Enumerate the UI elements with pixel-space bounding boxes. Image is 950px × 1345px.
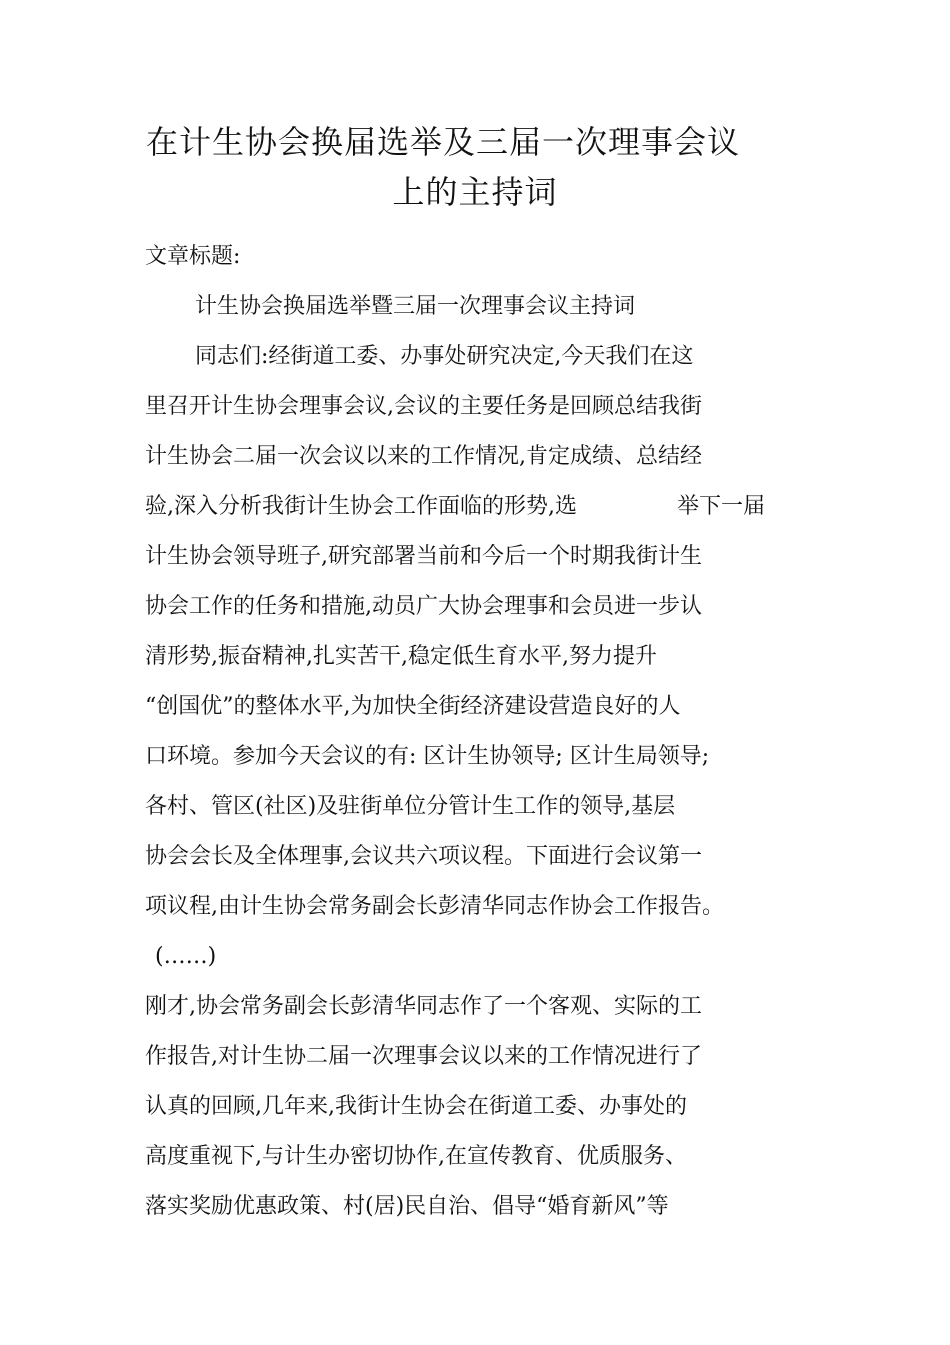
body-line: 项议程,由计生协会常务副会长彭清华同志作协会工作报告。 xyxy=(145,894,724,919)
article-label: 文章标题: xyxy=(145,244,241,269)
ellipsis-note: (……) xyxy=(155,944,217,969)
document-title-line-1: 在计生协会换届选举及三届一次理事会议 xyxy=(145,123,740,161)
body-line: 作报告,对计生协二届一次理事会议以来的工作情况进行了 xyxy=(145,1044,702,1069)
body-line: “创国优”的整体水平,为加快全街经济建设营造良好的人 xyxy=(145,694,681,719)
body-line: 各村、管区(社区)及驻街单位分管计生工作的领导,基层 xyxy=(145,794,676,819)
body-line: 清形势,振奋精神,扎实苦干,稳定低生育水平,努力提升 xyxy=(145,644,657,669)
body-line-segment: 举下一届 xyxy=(677,494,766,519)
body-line-segment: 验,深入分析我街计生协会工作面临的形势,选 xyxy=(145,494,577,519)
article-subtitle: 计生协会换届选举暨三届一次理事会议主持词 xyxy=(195,294,636,319)
body-line xyxy=(145,492,765,522)
document-title-line-2: 上的主持词 xyxy=(392,173,558,211)
body-line: 高度重视下,与计生办密切协作,在宣传教育、优质服务、 xyxy=(145,1144,687,1169)
body-line: 落实奖励优惠政策、村(居)民自治、倡导“婚育新风”等 xyxy=(145,1194,669,1219)
body-line: 认真的回顾,几年来,我街计生协会在街道工委、办事处的 xyxy=(145,1094,687,1119)
body-line: 口环境。参加今天会议的有: 区计生协领导; 区计生局领导; xyxy=(145,744,710,769)
body-line: 刚才,协会常务副会长彭清华同志作了一个客观、实际的工 xyxy=(145,994,702,1019)
body-line: 计生协会领导班子,研究部署当前和今后一个时期我街计生 xyxy=(145,544,702,569)
body-line: 同志们:经街道工委、办事处研究决定,今天我们在这 xyxy=(195,344,694,369)
body-line: 协会工作的任务和措施,动员广大协会理事和会员进一步认 xyxy=(145,594,702,619)
body-line: 协会会长及全体理事,会议共六项议程。下面进行会议第一 xyxy=(145,844,702,869)
body-line: 里召开计生协会理事会议,会议的主要任务是回顾总结我街 xyxy=(145,394,702,419)
body-line: 计生协会二届一次会议以来的工作情况,肯定成绩、总结经 xyxy=(145,444,702,469)
